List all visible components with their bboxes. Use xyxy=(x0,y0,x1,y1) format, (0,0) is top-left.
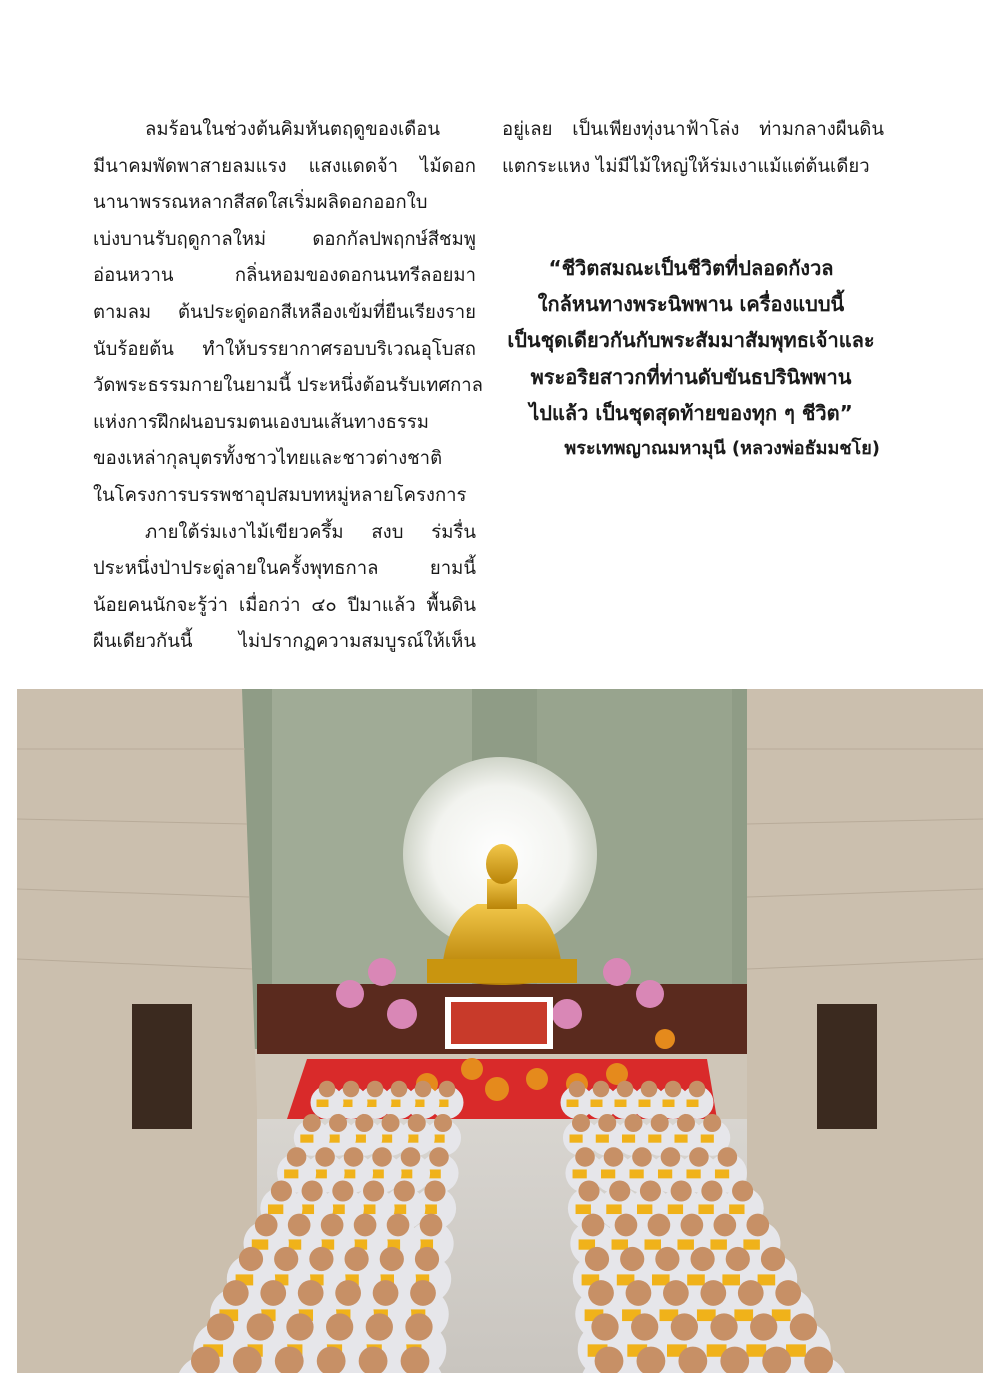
quote-line: พระอริยสาวกที่ท่านดับขันธปรินิพพาน xyxy=(530,364,852,389)
photo-scene xyxy=(17,689,983,1373)
paragraph-line: อยู่เลย เป็นเพียงทุ่งนาฟ้าโล่ง ท่ามกลางผืนดิน xyxy=(502,119,884,140)
paragraph-line: นับร้อยต้น ทำให้บรรยากาศรอบบริเวณอุโบสถ xyxy=(93,338,476,360)
quote-attribution: พระเทพญาณมหามุนี (หลวงพ่อธัมมชโย) xyxy=(564,438,880,460)
paragraph-line: เบ่งบานรับฤดูกาลใหม่ ดอกกัลปพฤกษ์สีชมพู xyxy=(93,228,476,250)
ordination-hall-photo xyxy=(17,689,983,1373)
paragraph-line: ประหนึ่งป่าประดู่ลายในครั้งพุทธกาล ยามนี้ xyxy=(93,558,476,580)
paragraph-line: ตามลม ต้นประดู่ดอกสีเหลืองเข้มที่ยืนเรียงราย xyxy=(93,301,476,323)
paragraph-line: ภายใต้ร่มเงาไม้เขียวครึ้ม สงบ ร่มรื่น xyxy=(145,521,476,543)
quote-line: “ชีวิตสมณะเป็นชีวิตที่ปลอดกังวล xyxy=(548,256,834,280)
paragraph-line: แตกระแหง ไม่มีไม้ใหญ่ให้ร่มเงาแม้แต่ต้นเดียว xyxy=(502,155,870,177)
paragraph-line: อ่อนหวาน กลิ่นหอมของดอกนนทรีลอยมา xyxy=(93,265,476,287)
paragraph-line: ของเหล่ากุลบุตรทั้งชาวไทยและชาวต่างชาติ xyxy=(93,448,443,470)
quote-line: ไปแล้ว เป็นชุดสุดท้ายของทุก ๆ ชีวิต” xyxy=(529,400,853,425)
article-right-column xyxy=(502,112,884,185)
quote-line: เป็นชุดเดียวกันกับพระสัมมาสัมพุทธเจ้าและ xyxy=(507,328,875,353)
paragraph-line: น้อยคนนักจะรู้ว่า เมื่อกว่า ๔๐ ปีมาแล้ว พื้นดิน xyxy=(93,594,476,616)
right-door xyxy=(817,1004,877,1129)
paragraph-line: ลมร้อนในช่วงต้นคิมหันตฤดูของเดือน xyxy=(145,119,441,140)
paragraph-line: วัดพระธรรมกายในยามนี้ ประหนึ่งต้อนรับเทศกาล xyxy=(93,375,484,397)
paragraph-line: นานาพรรณหลากสีสดใสเริ่มผลิดอกออกใบ xyxy=(93,192,428,214)
paragraph-line: มีนาคมพัดพาสายลมแรง แสงแดดจ้า ไม้ดอก xyxy=(93,155,476,177)
paragraph-line: ผืนเดียวกันนี้ ไม่ปรากฏความสมบูรณ์ให้เห็น xyxy=(93,631,476,653)
paragraph-line: แห่งการฝึกฝนอบรมตนเองบนเส้นทางธรรม xyxy=(93,411,429,433)
quote-line: ใกล้หนทางพระนิพพาน เครื่องแบบนี้ xyxy=(537,292,845,317)
left-door xyxy=(132,1004,192,1129)
pull-quote xyxy=(500,250,882,467)
paragraph-line: ในโครงการบรรพชาอุปสมบทหมู่หลายโครงการ xyxy=(93,484,467,506)
article-left-column xyxy=(93,112,484,661)
